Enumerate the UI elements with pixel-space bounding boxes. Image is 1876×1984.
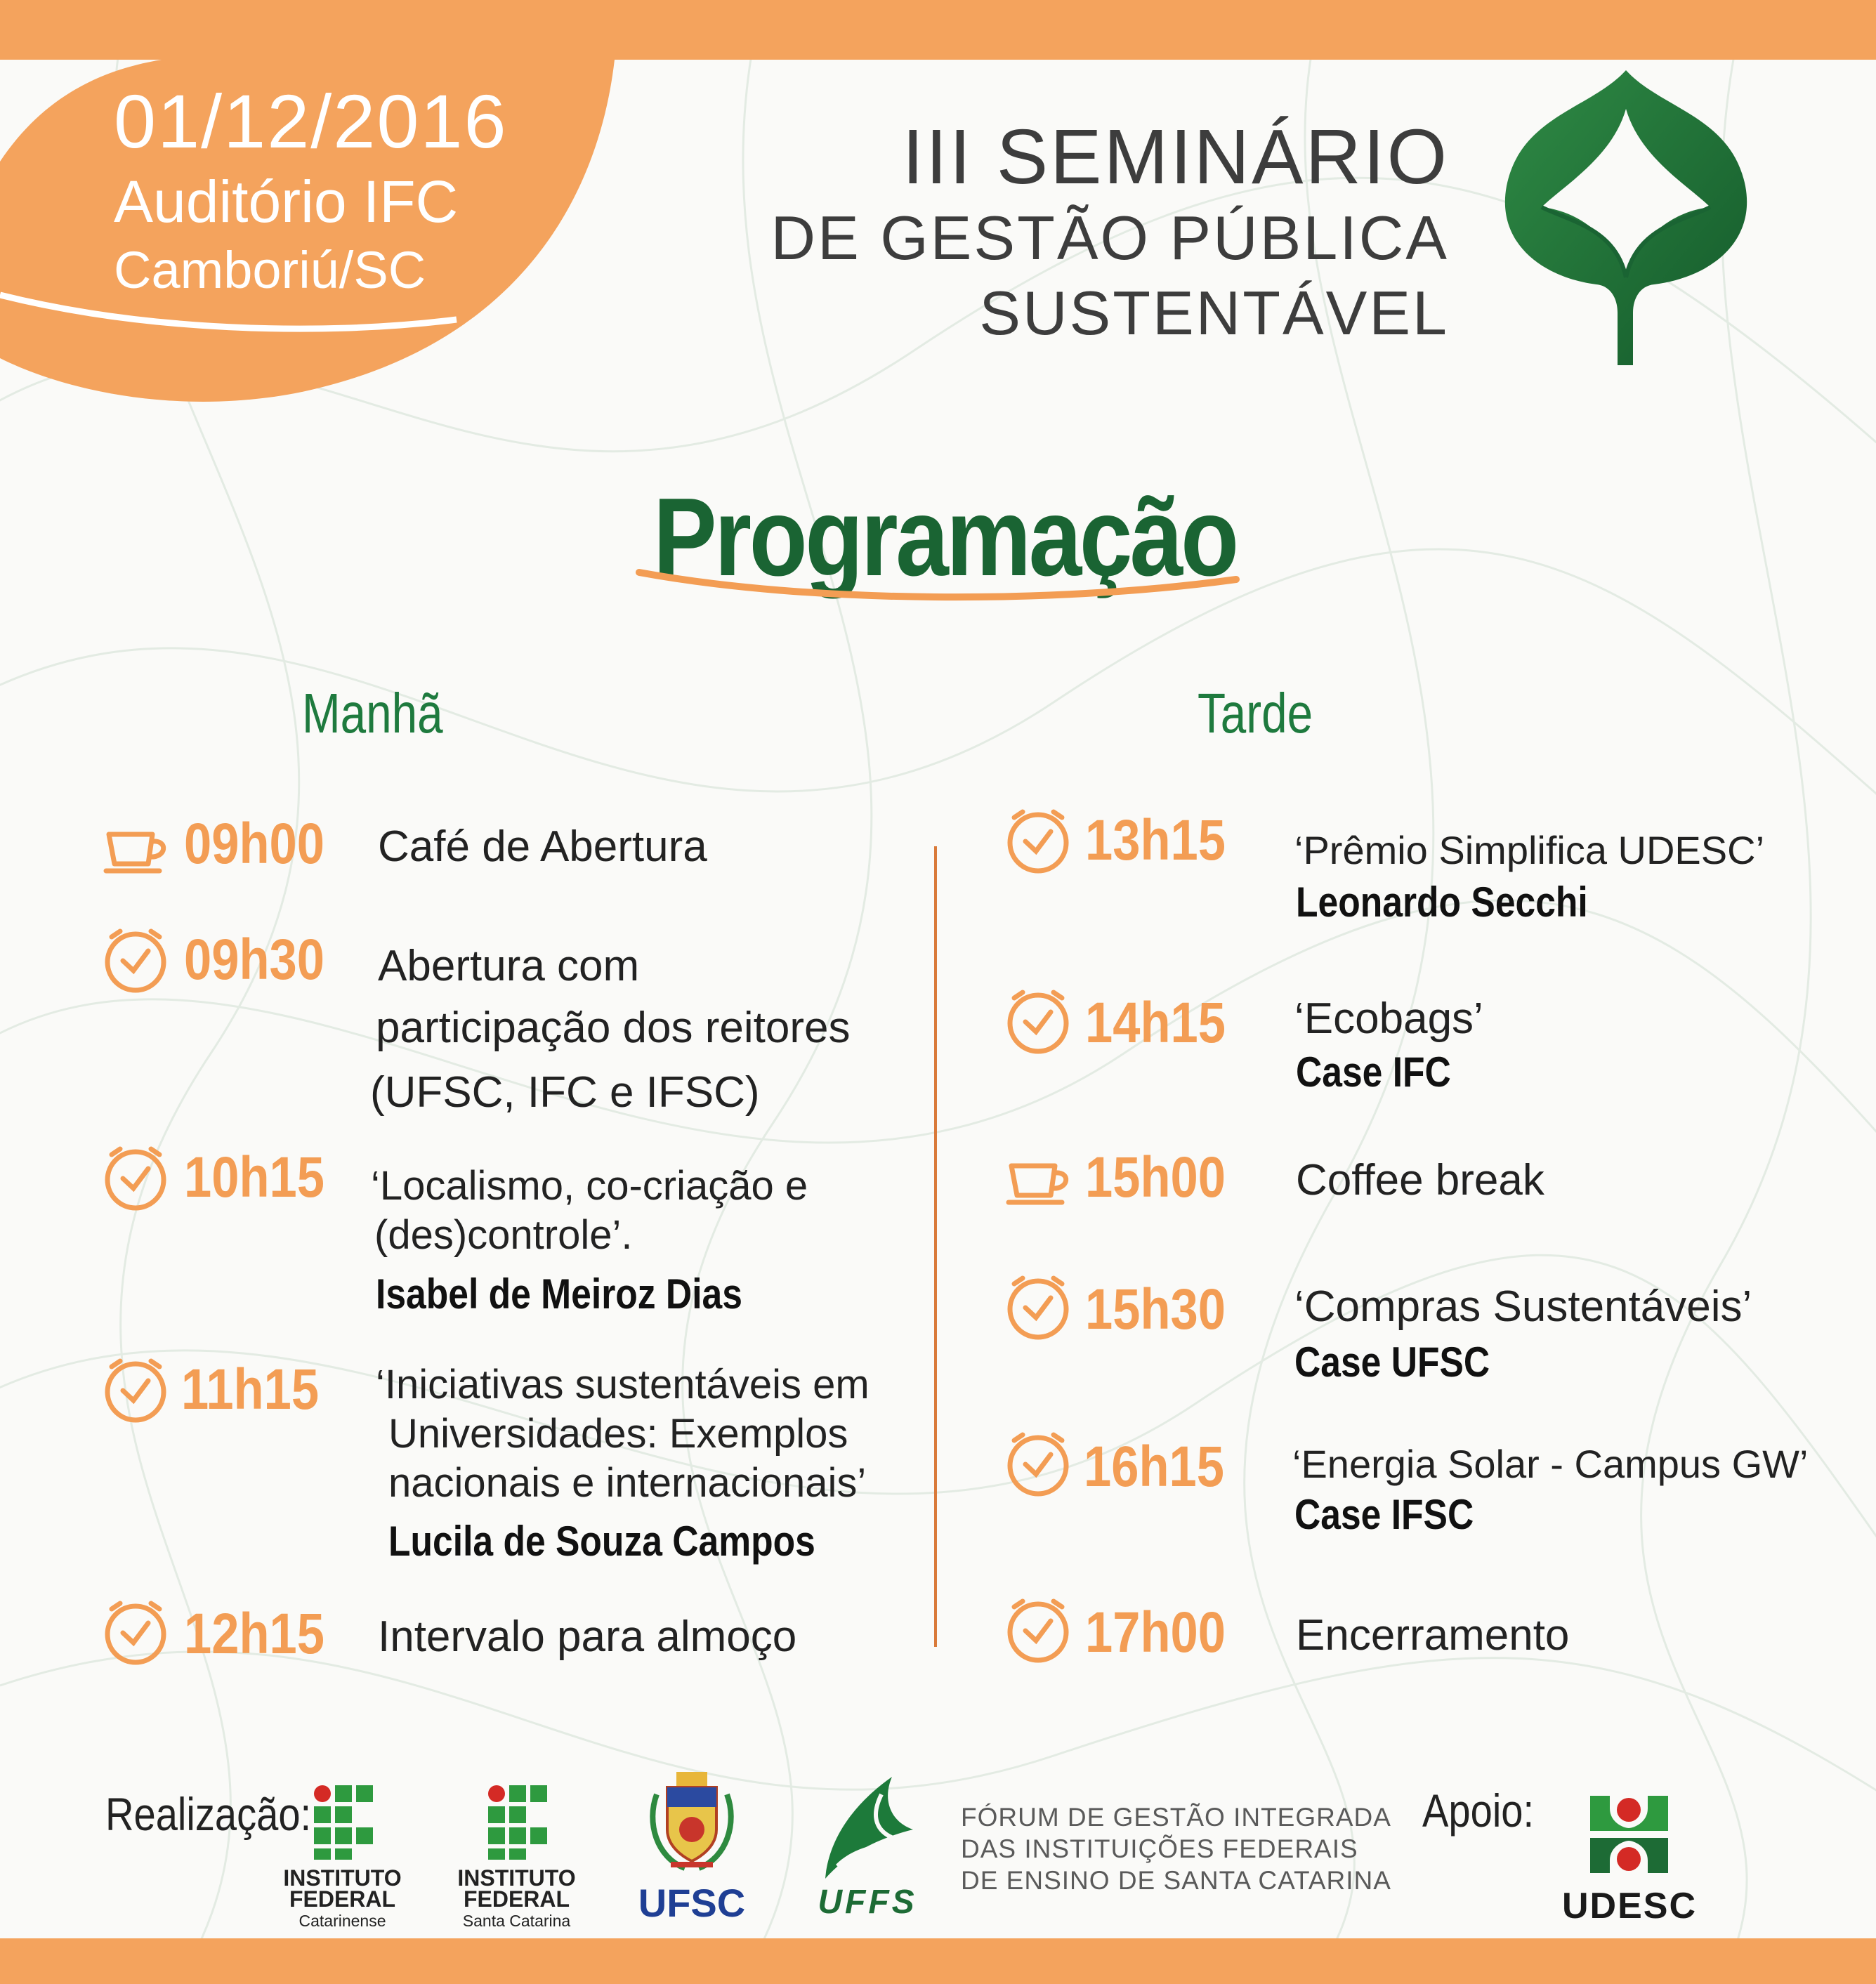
time-1115: 11h15 bbox=[181, 1358, 320, 1421]
heading-underline bbox=[636, 562, 1240, 611]
item-1315-speaker: Leonardo Secchi bbox=[1296, 879, 1588, 926]
time-0900: 09h00 bbox=[184, 812, 324, 876]
afternoon-label: Tarde bbox=[1198, 682, 1313, 744]
item-0900-title: Café de Abertura bbox=[378, 822, 707, 871]
item-1015-line1: ‘Localismo, co-criação e bbox=[371, 1163, 808, 1209]
ifsc-logo-icon bbox=[487, 1784, 550, 1861]
clock-icon bbox=[1004, 1429, 1075, 1499]
realizacao-label: Realização: bbox=[105, 1788, 312, 1840]
time-1530: 15h30 bbox=[1085, 1277, 1226, 1341]
item-1415-title: ‘Ecobags’ bbox=[1294, 994, 1483, 1043]
clock-icon bbox=[102, 1598, 172, 1668]
clock-icon bbox=[1004, 987, 1075, 1057]
ufsc-logo-text: UFSC bbox=[638, 1881, 746, 1925]
event-info bbox=[114, 77, 508, 300]
event-city: Camboriú/SC bbox=[114, 241, 426, 299]
item-1615-speaker: Case IFSC bbox=[1294, 1491, 1474, 1538]
clock-icon bbox=[102, 1143, 172, 1214]
seminar-title-line1: III SEMINÁRIO bbox=[902, 114, 1449, 200]
item-1015-line2: (des)controle’. bbox=[374, 1212, 633, 1258]
item-1530-title: ‘Compras Sustentáveis’ bbox=[1294, 1282, 1752, 1331]
ifc-logo-line1: INSTITUTO bbox=[283, 1865, 402, 1891]
time-1015: 10h15 bbox=[184, 1145, 324, 1209]
item-1015-speaker: Isabel de Meiroz Dias bbox=[376, 1270, 742, 1318]
morning-label: Manhã bbox=[302, 682, 443, 744]
item-1115-line1: ‘Iniciativas sustentáveis em bbox=[376, 1362, 870, 1407]
item-1500-title: Coffee break bbox=[1296, 1156, 1544, 1204]
event-date: 01/12/2016 bbox=[114, 79, 508, 164]
item-1315-title: ‘Prêmio Simplifica UDESC’ bbox=[1294, 828, 1765, 872]
time-1700: 17h00 bbox=[1085, 1601, 1226, 1664]
apoio-label: Apoio: bbox=[1422, 1785, 1535, 1837]
item-1115-speaker: Lucila de Souza Campos bbox=[388, 1518, 815, 1565]
coffee-cup-icon bbox=[102, 815, 172, 885]
forum-line2: DAS INSTITUIÇÕES FEDERAIS bbox=[961, 1834, 1358, 1863]
time-1615: 16h15 bbox=[1084, 1435, 1224, 1499]
udesc-logo-icon bbox=[1589, 1794, 1670, 1875]
item-0930-line3: (UFSC, IFC e IFSC) bbox=[370, 1068, 760, 1117]
clock-icon bbox=[102, 926, 172, 996]
coffee-cup-icon bbox=[1004, 1146, 1075, 1216]
item-1530-speaker: Case UFSC bbox=[1294, 1339, 1490, 1386]
time-1315: 13h15 bbox=[1085, 808, 1226, 872]
seminar-title-line3: SUSTENTÁVEL bbox=[979, 278, 1449, 348]
time-1215: 12h15 bbox=[184, 1602, 324, 1666]
ifsc-logo-line1: INSTITUTO bbox=[457, 1865, 576, 1891]
ifsc-logo-line2: FEDERAL bbox=[463, 1886, 570, 1912]
item-1115-line3: nacionais e internacionais’ bbox=[388, 1460, 867, 1506]
item-1115-line2: Universidades: Exemplos bbox=[388, 1411, 848, 1457]
forum-text bbox=[961, 1801, 1391, 1896]
forum-line1: FÓRUM DE GESTÃO INTEGRADA bbox=[961, 1803, 1391, 1832]
bottom-bar bbox=[0, 1938, 1876, 1984]
item-1615-title: ‘Energia Solar - Campus GW’ bbox=[1292, 1442, 1809, 1486]
event-venue: Auditório IFC bbox=[114, 169, 459, 235]
time-0930: 09h30 bbox=[184, 928, 324, 992]
seminar-title-line2: DE GESTÃO PÚBLICA bbox=[770, 203, 1449, 272]
uffs-logo-icon bbox=[815, 1773, 920, 1893]
column-divider bbox=[934, 846, 937, 1647]
forum-line3: DE ENSINO DE SANTA CATARINA bbox=[961, 1866, 1391, 1895]
ufsc-crest-icon bbox=[643, 1766, 741, 1879]
ifc-logo-sub: Catarinense bbox=[299, 1912, 386, 1930]
item-1415-speaker: Case IFC bbox=[1296, 1049, 1451, 1096]
ifsc-logo-sub: Santa Catarina bbox=[462, 1912, 571, 1930]
clock-icon bbox=[102, 1355, 172, 1426]
leaf-logo-icon bbox=[1500, 67, 1752, 369]
item-0930-line2: participação dos reitores bbox=[376, 1004, 851, 1052]
program-heading: Programação bbox=[653, 475, 1237, 599]
uffs-logo-text: UFFS bbox=[818, 1884, 917, 1921]
clock-icon bbox=[1004, 1273, 1075, 1343]
ifc-logo-icon bbox=[313, 1784, 376, 1861]
item-1215-title: Intervalo para almoço bbox=[378, 1612, 797, 1661]
ifc-logo-line2: FEDERAL bbox=[289, 1886, 396, 1912]
clock-icon bbox=[1004, 806, 1075, 876]
time-1415: 14h15 bbox=[1085, 991, 1226, 1055]
item-0930-line1: Abertura com bbox=[378, 942, 640, 990]
item-1700-title: Encerramento bbox=[1296, 1611, 1570, 1660]
udesc-logo-text: UDESC bbox=[1561, 1886, 1698, 1926]
time-1500: 15h00 bbox=[1085, 1145, 1226, 1209]
clock-icon bbox=[1004, 1596, 1075, 1666]
